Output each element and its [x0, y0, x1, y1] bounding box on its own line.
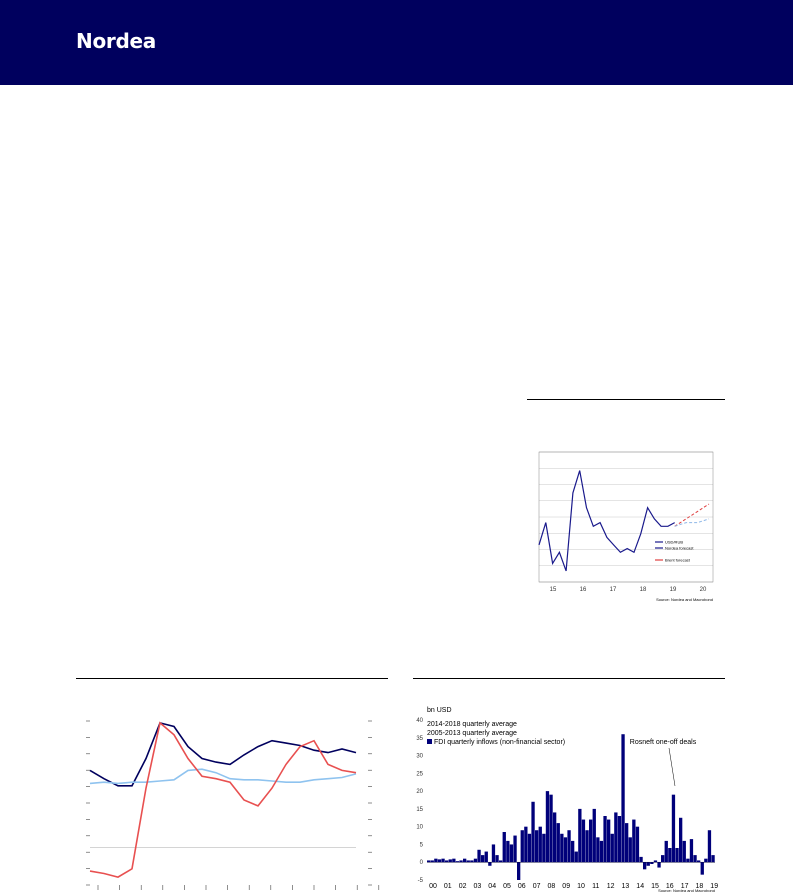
bar: [661, 855, 664, 862]
bar: [582, 820, 585, 863]
bar: [449, 859, 452, 862]
x-tick-label: 09: [562, 883, 571, 890]
chart-top-right-rule: [527, 399, 725, 400]
bar: [560, 834, 563, 862]
y-tick-label: 35: [416, 735, 423, 742]
bar: [495, 855, 498, 862]
annotation-pointer: [669, 748, 675, 786]
bar: [531, 802, 534, 862]
x-tick-label: 01: [443, 883, 452, 890]
chart-bottom-right: [413, 702, 725, 894]
legend-label: Nordea forecast: [665, 545, 694, 551]
bar: [456, 861, 459, 862]
bar: [539, 827, 542, 863]
legend-label: USD/RUB: [665, 539, 684, 545]
chart-bottom-right-rule: [413, 678, 725, 679]
x-tick-label: 17: [680, 883, 689, 890]
source-note: Source: Nordea and Macrobond: [658, 888, 715, 893]
bar: [503, 832, 506, 862]
bar: [614, 812, 617, 862]
x-tick-label: 17: [609, 587, 617, 593]
y-tick-label: -5: [417, 878, 423, 884]
y-tick-label: 15: [416, 806, 423, 813]
legend-label: FDI quarterly inflows (non-financial sector): [434, 739, 566, 746]
source-note: Source: Nordea and Macrobond: [656, 597, 713, 602]
bar: [499, 860, 502, 862]
bar: [701, 862, 704, 874]
bar: [708, 830, 711, 862]
bar: [596, 837, 599, 862]
bar: [477, 850, 480, 862]
x-tick-label: 16: [579, 587, 587, 593]
bar: [431, 860, 434, 862]
bar: [672, 795, 675, 863]
y-tick-label: 40: [416, 718, 423, 724]
x-tick-label: 18: [639, 587, 647, 593]
bar: [488, 862, 491, 866]
bar: [607, 820, 610, 863]
x-tick-label: 04: [488, 883, 497, 890]
bar: [506, 841, 509, 862]
y-tick-label: 20: [416, 789, 423, 796]
nordea-logo: Nordea: [76, 29, 156, 53]
x-tick-label: 00: [429, 883, 437, 890]
bar: [571, 841, 574, 862]
bar: [643, 862, 646, 869]
bar: [675, 848, 678, 862]
bar: [485, 852, 488, 863]
y-tick-label: 5: [419, 842, 423, 849]
bar: [524, 827, 527, 863]
bar: [611, 834, 614, 862]
bar: [632, 820, 635, 863]
bar: [603, 816, 606, 862]
bar: [585, 830, 588, 862]
bar: [513, 836, 516, 863]
bar: [528, 834, 531, 862]
series-line-red: [90, 723, 356, 877]
bar: [697, 860, 700, 862]
bar: [625, 823, 628, 862]
bar: [654, 860, 657, 862]
x-tick-label: 15: [651, 883, 659, 890]
bar: [463, 859, 466, 863]
bar: [578, 809, 581, 862]
x-tick-label: 13: [621, 883, 630, 890]
x-tick-label: 16: [665, 883, 674, 890]
bar: [693, 855, 696, 862]
y-tick-label: 10: [416, 824, 423, 831]
bar: [690, 839, 693, 862]
bar: [600, 841, 603, 862]
x-tick-label: 19: [710, 883, 719, 890]
bar: [481, 855, 484, 862]
bar: [492, 844, 495, 862]
y-tick-label: 25: [416, 771, 423, 778]
annotation-label: Rosneft one-off deals: [629, 739, 697, 746]
bar: [427, 860, 430, 862]
bar: [647, 862, 650, 866]
bar: [553, 812, 556, 862]
x-tick-label: 02: [458, 883, 467, 890]
chart-bottom-left-rule: [76, 678, 388, 679]
x-tick-label: 10: [577, 883, 585, 890]
bar: [470, 860, 473, 862]
x-tick-label: 19: [669, 587, 677, 593]
bar: [445, 860, 448, 862]
x-tick-label: 03: [473, 883, 482, 890]
bar: [593, 809, 596, 862]
bar: [452, 859, 455, 863]
bar: [474, 859, 477, 863]
x-tick-label: 05: [503, 883, 511, 890]
x-tick-label: 06: [517, 883, 526, 890]
bar: [535, 830, 538, 862]
bar: [636, 827, 639, 863]
x-tick-label: 18: [695, 883, 704, 890]
x-tick-label: 12: [606, 883, 615, 890]
bar: [589, 820, 592, 863]
bar: [542, 834, 545, 862]
legend-swatch: [427, 739, 432, 744]
chart-bottom-left: [76, 705, 388, 894]
x-tick-label: 11: [592, 883, 600, 890]
header-bar: [0, 0, 793, 85]
bar: [438, 859, 441, 862]
legend-label: Brent forecast: [665, 557, 690, 563]
bar: [629, 837, 632, 862]
bar: [517, 862, 520, 880]
legend-label: 2014-2018 quarterly average: [427, 721, 517, 728]
unit-label: bn USD: [427, 707, 452, 714]
bar: [618, 816, 621, 862]
bar: [650, 862, 653, 864]
bar: [546, 791, 549, 862]
legend-label: 2005-2013 quarterly average: [427, 730, 517, 737]
x-tick-label: 08: [547, 883, 556, 890]
bar: [441, 859, 444, 863]
bar: [575, 852, 578, 863]
bar: [467, 860, 470, 862]
bar: [668, 848, 671, 862]
y-tick-label: 30: [416, 753, 423, 760]
bar: [434, 859, 437, 863]
bar: [665, 841, 668, 862]
bar: [657, 862, 660, 867]
bar: [564, 837, 567, 862]
bar: [549, 795, 552, 863]
bar: [521, 830, 524, 862]
bar: [686, 859, 689, 863]
bar: [621, 734, 624, 862]
bar: [704, 859, 707, 863]
bar: [567, 830, 570, 862]
chart-top-right: [527, 446, 725, 603]
bar: [557, 823, 560, 862]
bar: [683, 841, 686, 862]
x-tick-label: 07: [532, 883, 541, 890]
bar: [459, 860, 462, 862]
y-tick-label: 0: [419, 860, 423, 867]
usd-rub-line: [539, 471, 675, 571]
bar: [679, 818, 682, 862]
x-tick-label: 20: [699, 587, 707, 593]
x-tick-label: 15: [549, 587, 557, 593]
bar: [639, 857, 642, 862]
bar: [711, 855, 714, 862]
bar: [510, 844, 513, 862]
x-tick-label: 14: [636, 883, 645, 890]
